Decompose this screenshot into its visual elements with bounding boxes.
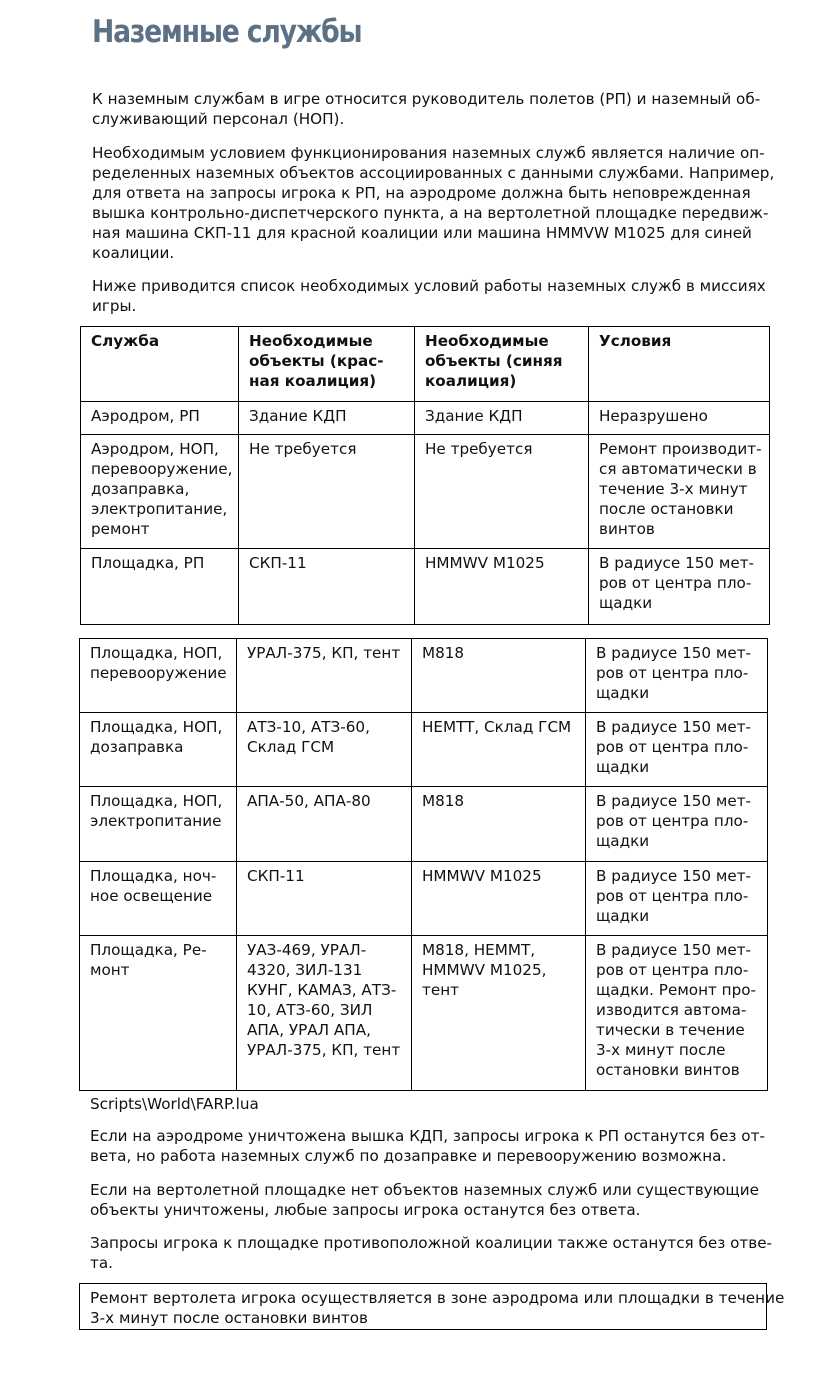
header-conditions: Условия [589, 327, 770, 402]
text-line: Ниже приводится список необходимых условий работы наземных служб в миссиях [92, 277, 766, 295]
cell-red-objects: Не требуется [239, 435, 415, 549]
table-row [80, 936, 768, 1091]
cell-service: Аэродром, НОП, перевооружение, дозаправка, электропитание, ремонт [81, 435, 239, 549]
cell-red-objects: СКП-11 [239, 549, 415, 625]
cell-service: Площадка, РП [81, 549, 239, 625]
text-line: коалиции. [92, 244, 175, 262]
cell-blue-objects: HMMWV M1025 [415, 549, 589, 625]
outro-paragraph-1 [90, 1126, 765, 1166]
intro-paragraph-1 [92, 89, 761, 129]
intro-paragraph-2 [92, 143, 775, 263]
text-line: ная машина СКП-11 для красной коалиции или машина HMMVW M1025 для синей [92, 224, 752, 242]
text-line: Ремонт вертолета игрока осуществляется в зоне аэродрома или площадки в течение [90, 1289, 785, 1307]
text-line: объекты уничтожены, любые запросы игрока останутся без ответа. [90, 1201, 641, 1219]
text-line: 3-х минут после остановки винтов [90, 1309, 369, 1327]
cell-service: Площадка, НОП, электропитание [80, 787, 237, 862]
cell-blue-objects: M818 [412, 639, 586, 713]
cell-red-objects: УРАЛ-375, КП, тент [237, 639, 412, 713]
script-path: Scripts\World\FARP.lua [90, 1095, 259, 1113]
text-line: ределенных наземных объектов ассоциированных с данными службами. Например, [92, 164, 775, 182]
header-red-objects: Необходимые объекты (крас- ная коалиция) [239, 327, 415, 402]
text-line: Если на вертолетной площадке нет объектов наземных служб или существующие [90, 1181, 759, 1199]
cell-conditions: В радиусе 150 мет- ров от центра пло- щадки [586, 713, 768, 787]
cell-red-objects: УАЗ-469, УРАЛ- 4320, ЗИЛ-131 КУНГ, КАМАЗ, АТЗ- 10, АТЗ-60, ЗИЛ АПА, УРАЛ АПА, УРАЛ-375, КП, тент [237, 936, 412, 1091]
table-row [80, 713, 768, 787]
cell-blue-objects: HMMWV M1025 [412, 862, 586, 936]
intro-paragraph-3 [92, 276, 766, 316]
text-line: та. [90, 1254, 113, 1272]
cell-red-objects: СКП-11 [237, 862, 412, 936]
cell-conditions: Ремонт производит- ся автоматически в течение 3-х минут после остановки винтов [589, 435, 770, 549]
page-title: Наземные службы [92, 14, 362, 50]
cell-conditions: В радиусе 150 мет- ров от центра пло- щадки [586, 787, 768, 862]
text-line: Необходимым условием функционирования наземных служб является наличие оп- [92, 144, 765, 162]
header-service: Служба [81, 327, 239, 402]
cell-conditions: В радиусе 150 мет- ров от центра пло- щадки [589, 549, 770, 625]
cell-service: Площадка, НОП, перевооружение [80, 639, 237, 713]
text-line: К наземным службам в игре относится руководитель полетов (РП) и наземный об- [92, 90, 761, 108]
cell-red-objects: АПА-50, АПА-80 [237, 787, 412, 862]
table-header-row [81, 327, 770, 402]
cell-red-objects: Здание КДП [239, 402, 415, 435]
text-line: вышка контрольно-диспетчерского пункта, а на вертолетной площадке передвиж- [92, 204, 769, 222]
cell-blue-objects: HEMTT, Склад ГСМ [412, 713, 586, 787]
text-line: Запросы игрока к площадке противоположной коалиции также останутся без отве- [90, 1234, 773, 1252]
table-row [81, 402, 770, 435]
services-table-part-1 [80, 326, 770, 625]
cell-blue-objects: Здание КДП [415, 402, 589, 435]
cell-service: Площадка, НОП, дозаправка [80, 713, 237, 787]
cell-blue-objects: M818, HEMMT, HMMWV M1025, тент [412, 936, 586, 1091]
cell-blue-objects: M818 [412, 787, 586, 862]
cell-service: Площадка, ноч- ное освещение [80, 862, 237, 936]
table-row [80, 639, 768, 713]
table-row [80, 787, 768, 862]
cell-conditions: В радиусе 150 мет- ров от центра пло- щадки [586, 639, 768, 713]
cell-conditions: Неразрушено [589, 402, 770, 435]
header-blue-objects: Необходимые объекты (синяя коалиция) [415, 327, 589, 402]
table-row [81, 549, 770, 625]
cell-service: Аэродром, РП [81, 402, 239, 435]
services-table-part-2 [79, 638, 768, 1091]
table-row [80, 862, 768, 936]
outro-paragraph-3 [90, 1233, 773, 1273]
text-line: служивающий персонал (НОП). [92, 110, 345, 128]
text-line: для ответа на запросы игрока к РП, на аэродроме должна быть неповрежденная [92, 184, 751, 202]
cell-conditions: В радиусе 150 мет- ров от центра пло- щадки. Ремонт про- изводится автома- тически в течение 3-х минут после остановки винтов [586, 936, 768, 1091]
note-box [79, 1283, 785, 1330]
cell-conditions: В радиусе 150 мет- ров от центра пло- щадки [586, 862, 768, 936]
text-line: игры. [92, 297, 137, 315]
table-row [81, 435, 770, 549]
cell-blue-objects: Не требуется [415, 435, 589, 549]
text-line: Если на аэродроме уничтожена вышка КДП, запросы игрока к РП останутся без от- [90, 1127, 765, 1145]
cell-red-objects: АТЗ-10, АТЗ-60, Склад ГСМ [237, 713, 412, 787]
cell-service: Площадка, Ре- монт [80, 936, 237, 1091]
outro-paragraph-2 [90, 1180, 759, 1220]
text-line: вета, но работа наземных служб по дозаправке и перевооружению возможна. [90, 1147, 727, 1165]
